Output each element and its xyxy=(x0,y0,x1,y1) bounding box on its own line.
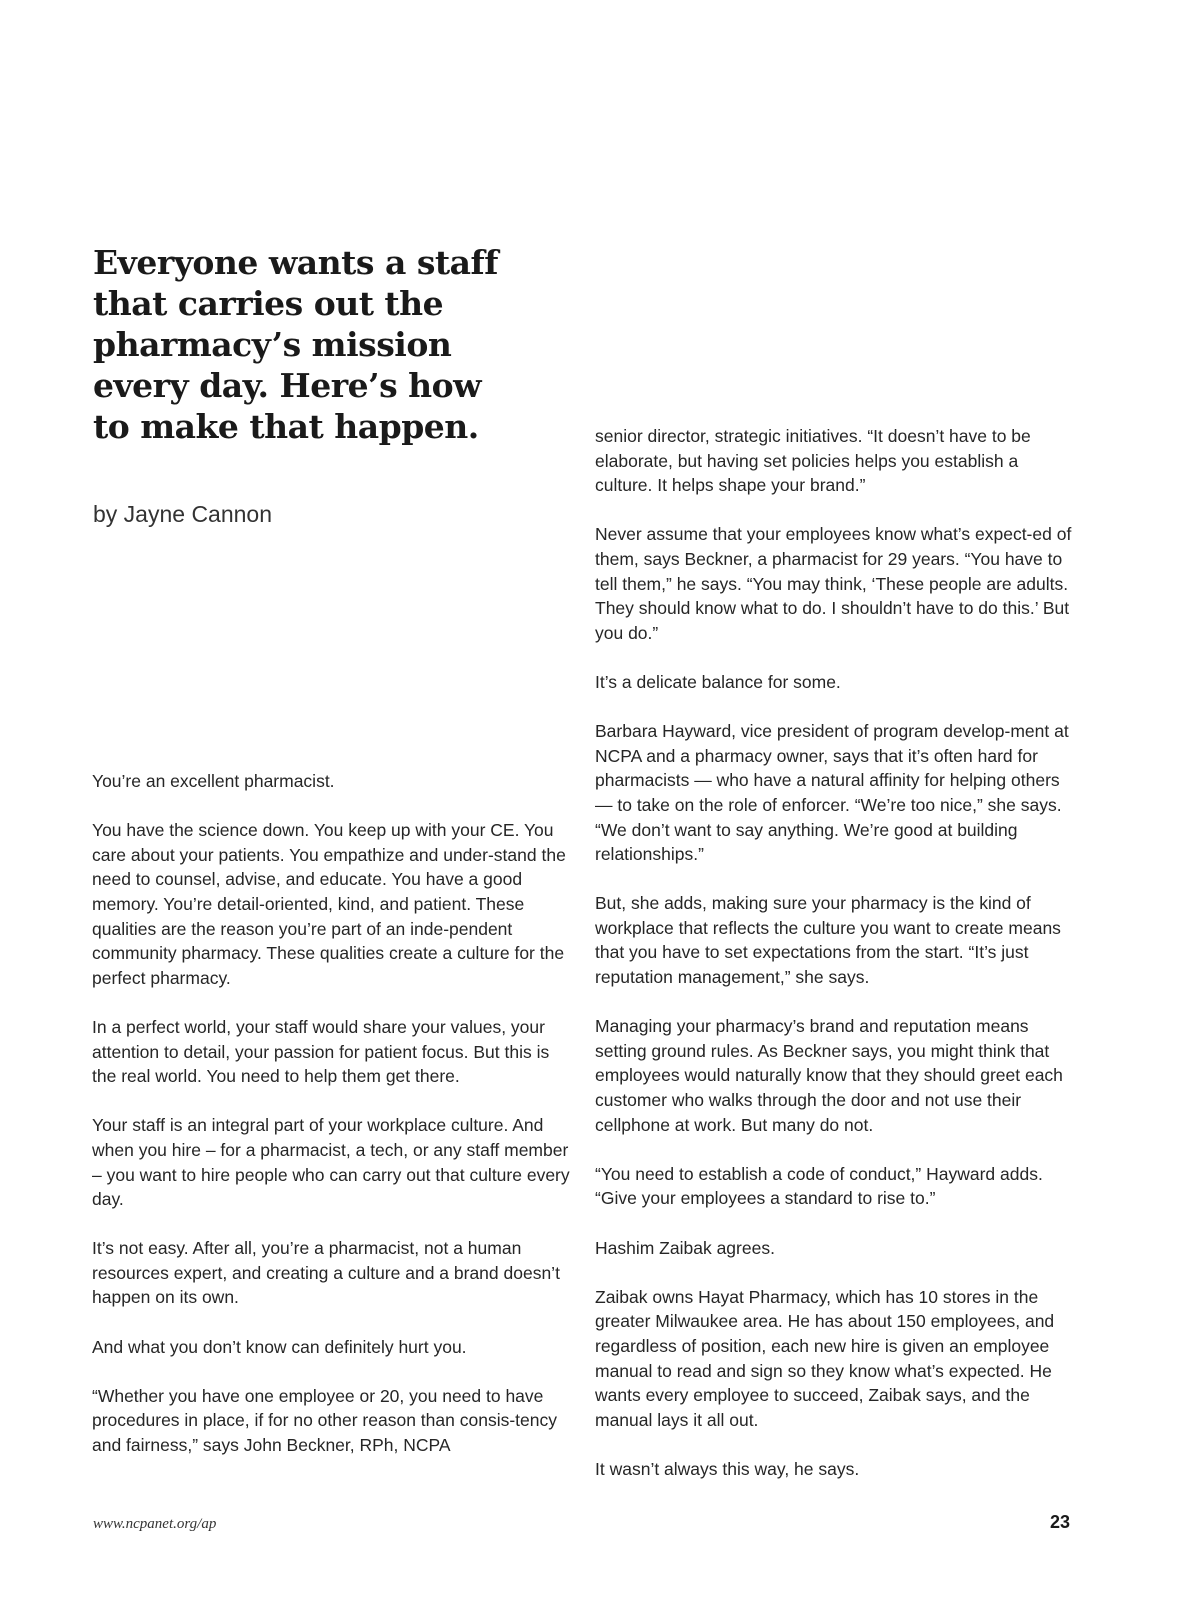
paragraph: You’re an excellent pharmacist. xyxy=(92,771,335,791)
paragraph: You have the science down. You keep up with your CE. You care about your patients. You empathize and under-stand the need to counsel, advise, and educate. You have a good memory. You’re detail-oriented, kind, and patient. These qualities are the reason you’re part of an inde-pendent community pharmacy. These qualities create a culture for the perfect pharmacy. xyxy=(92,820,566,988)
paragraph: And what you don’t know can definitely hurt you. xyxy=(92,1336,467,1357)
paragraph: In a perfect world, your staff would share your values, your attention to detail, your passion for patient focus. But this is the real world. You need to help them get there. xyxy=(92,1016,550,1087)
paragraph: Barbara Hayward, vice president of program develop-ment at NCPA and a pharmacy owner, says that it’s often hard for pharmacists — who have a natural affinity for helping others — to take on the role of enforcer. “We’re too nice,” she says. “We don’t want to say anything. We’re good at building relationships.” xyxy=(595,721,1069,865)
paragraph: It’s a delicate balance for some. xyxy=(595,671,841,692)
page-number: 23 xyxy=(1049,1512,1070,1532)
paragraph: It’s not easy. After all, you’re a pharmacist, not a human resources expert, and creating a culture and a brand doesn’t happen on its own. xyxy=(92,1238,560,1308)
paragraph: Managing your pharmacy’s brand and reputation means setting ground rules. As Beckner says, you might think that employees would naturally know that they should greet each customer who walks through the door and not use their cellphone at work. But many do not. xyxy=(595,1016,1063,1135)
paragraph: “Whether you have one employee or 20, you need to have procedures in place, if for no other reason than consis-tency and fairness,” says John Beckner, RPh, NCPA xyxy=(92,1385,557,1456)
paragraph: Never assume that your employees know what’s expect-ed of them, says Beckner, a pharmacist for 29 years. “You have to tell them,” he says. “You may think, ‘These people are adults. They should know what to do. I shouldn’t have to do this.’ But you do.” xyxy=(595,524,1072,643)
article-byline: by Jayne Cannon xyxy=(93,501,273,527)
footer-website-link[interactable]: www.ncpanet.org/ap xyxy=(93,1516,217,1532)
paragraph: “You need to establish a code of conduct,” Hayward adds. “Give your employees a standard to rise to.” xyxy=(595,1163,1043,1209)
paragraph: It wasn’t always this way, he says. xyxy=(595,1458,860,1479)
right-text-column xyxy=(595,424,1073,1506)
paragraph: Zaibak owns Hayat Pharmacy, which has 10 stores in the greater Milwaukee area. He has about 150 employees, and regardless of position, each new hire is given an employee manual to read and sign so they know what’s expected. He wants every employee to succeed, Zaibak says, and the manual lays it all out. xyxy=(595,1286,1055,1430)
paragraph: Your staff is an integral part of your workplace culture. And when you hire – for a pharmacist, a tech, or any staff member – you want to hire people who can carry out that culture every day. xyxy=(92,1115,570,1210)
article-headline: Everyone wants a staff that carries out the pharmacy’s mission every day. Here’s how to make that happen. xyxy=(93,243,498,446)
left-text-column xyxy=(92,769,570,1482)
paragraph: But, she adds, making sure your pharmacy is the kind of workplace that reflects the culture you want to create means that you have to set expectations from the start. “It’s just reputation management,” she says. xyxy=(595,893,1061,988)
paragraph: Hashim Zaibak agrees. xyxy=(595,1237,775,1258)
paragraph: senior director, strategic initiatives. “It doesn’t have to be elaborate, but having set policies helps you establish a culture. It helps shape your brand.” xyxy=(595,426,1031,496)
